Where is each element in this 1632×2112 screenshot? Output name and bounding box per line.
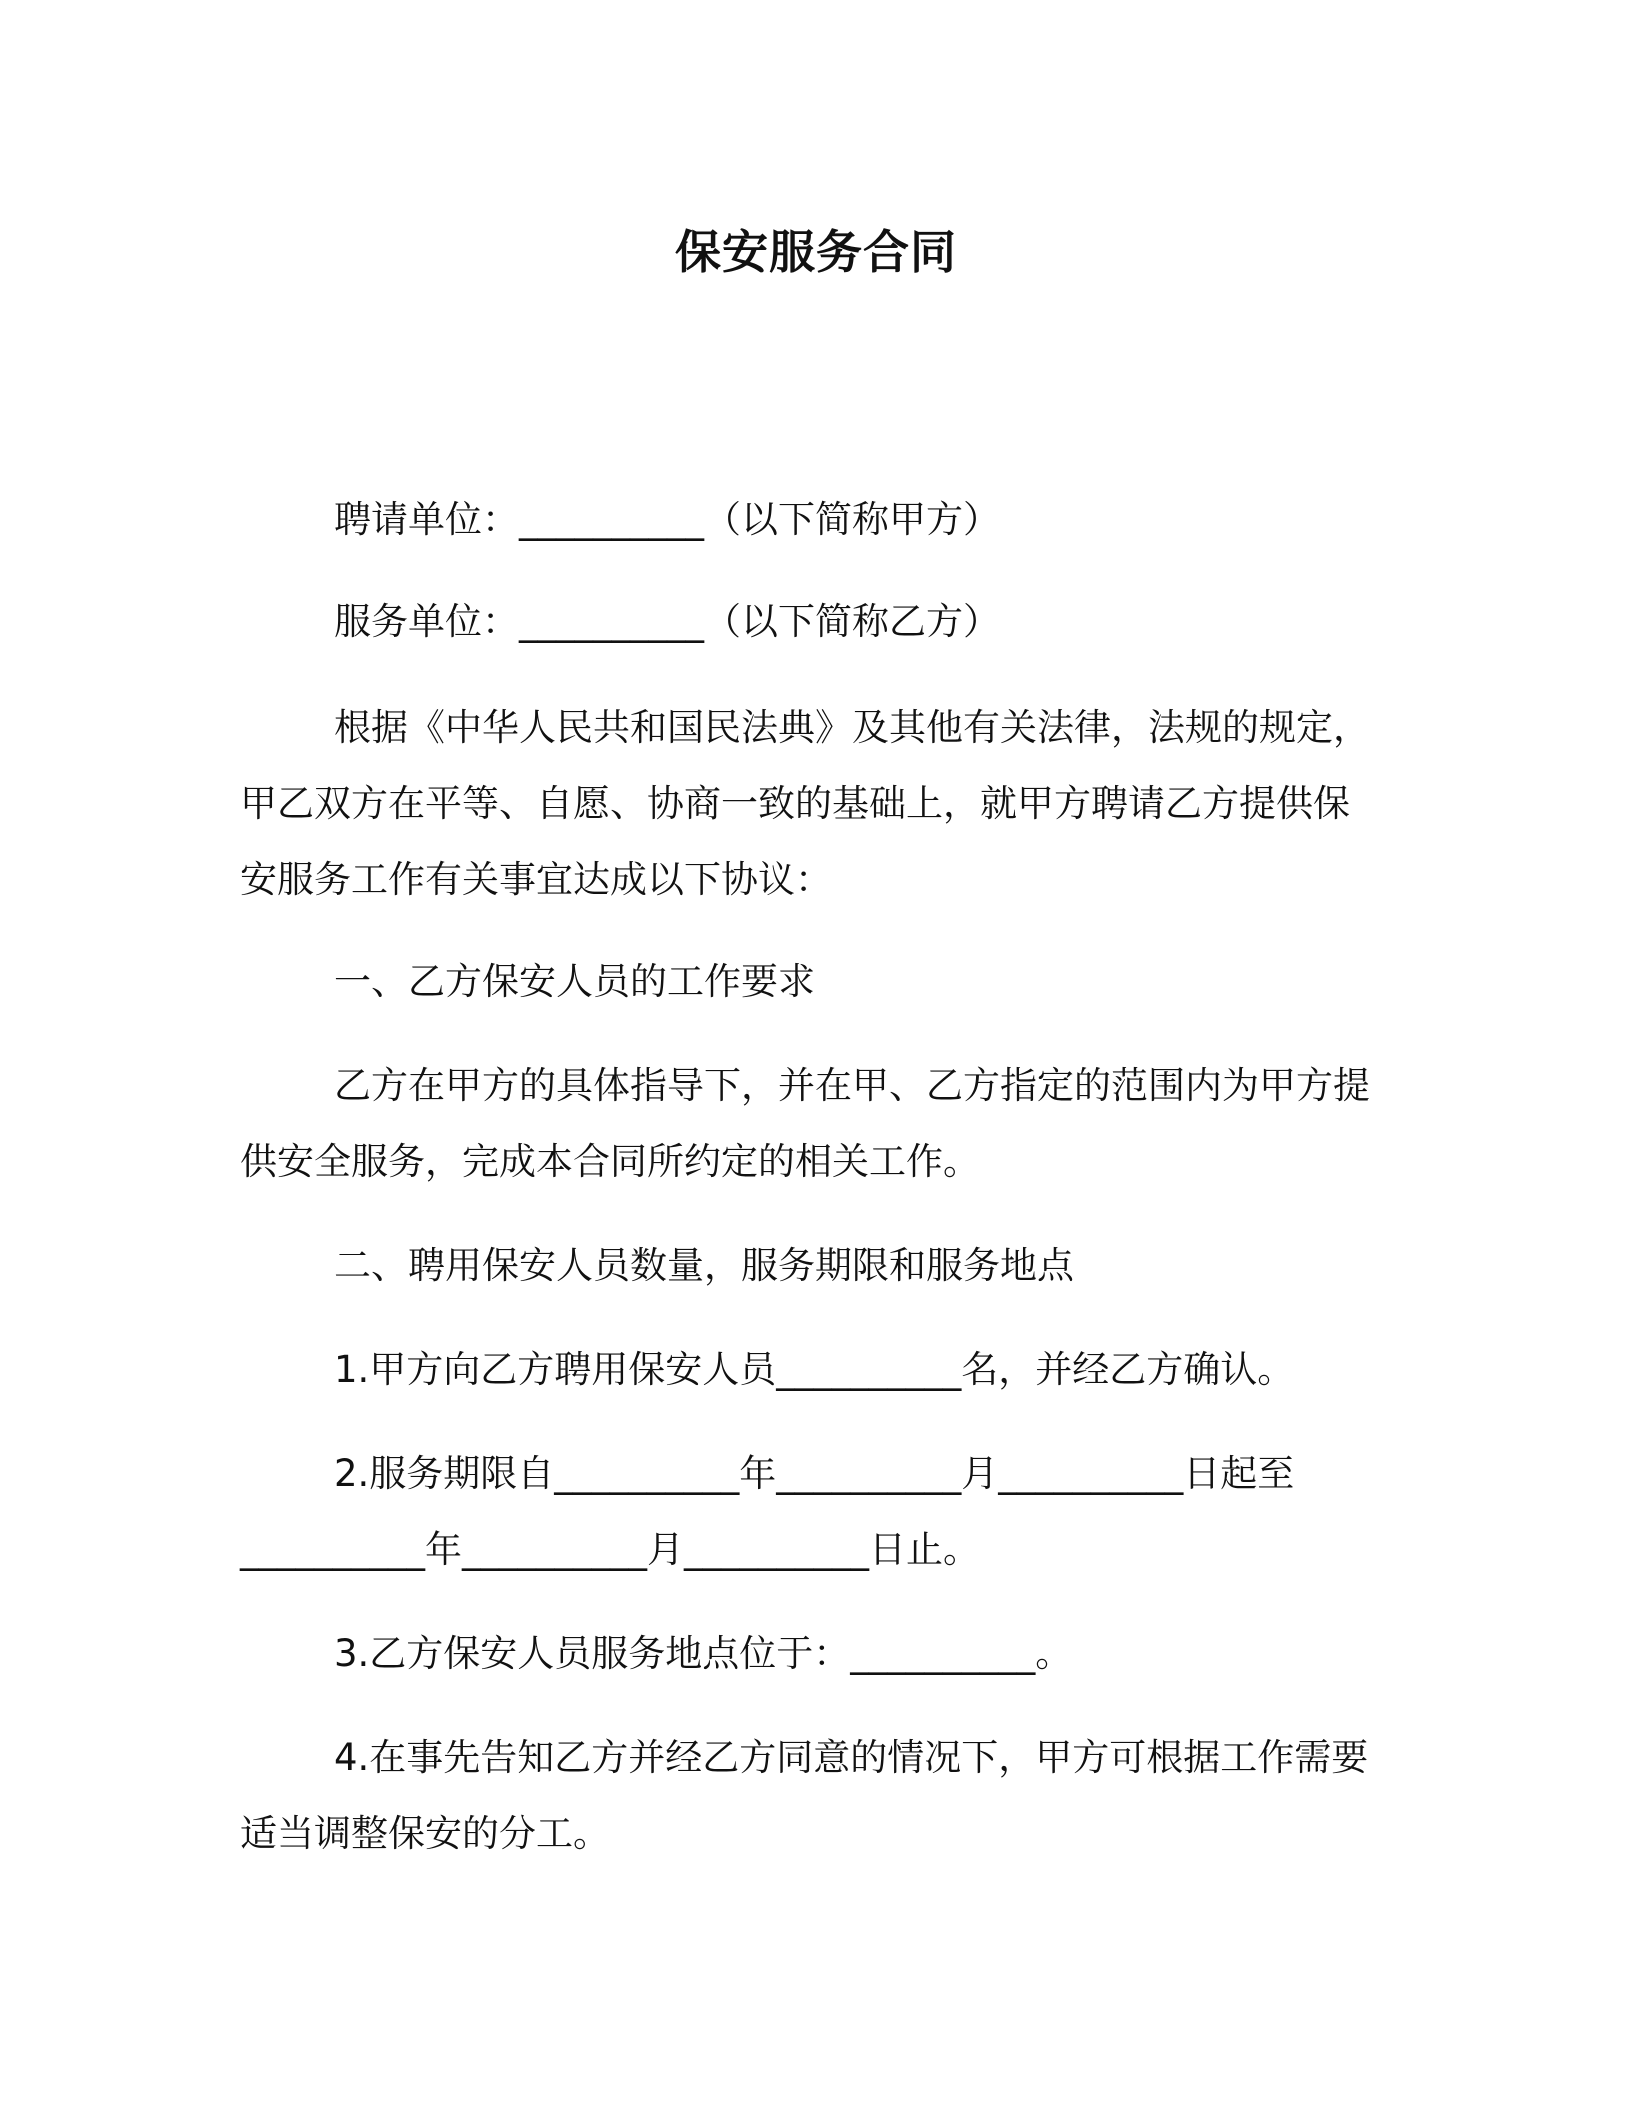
preamble-line-1: 根据《中华人民共和国民法典》及其他有关法律，法规的规定， xyxy=(334,706,1370,749)
service-party-line: 服务单位：__________（以下简称乙方） xyxy=(334,600,1000,643)
clause-4-line-2: 适当调整保安的分工。 xyxy=(240,1812,610,1855)
hiring-party-line: 聘请单位：__________（以下简称甲方） xyxy=(334,498,1000,541)
clause-1: 1.甲方向乙方聘用保安人员__________名，并经乙方确认。 xyxy=(334,1348,1295,1391)
section-1-heading: 一、乙方保安人员的工作要求 xyxy=(334,960,815,1003)
section-1-para-line-2: 供安全服务，完成本合同所约定的相关工作。 xyxy=(240,1140,980,1183)
clause-2-line-1: 2.服务期限自__________年__________月__________日起至 xyxy=(334,1452,1295,1495)
preamble-line-2: 甲乙双方在平等、自愿、协商一致的基础上，就甲方聘请乙方提供保 xyxy=(240,782,1350,825)
document-title: 保安服务合同 xyxy=(675,225,957,279)
section-2-heading: 二、聘用保安人员数量，服务期限和服务地点 xyxy=(334,1244,1074,1287)
clause-4-line-1: 4.在事先告知乙方并经乙方同意的情况下，甲方可根据工作需要 xyxy=(334,1736,1369,1779)
preamble-line-3: 安服务工作有关事宜达成以下协议： xyxy=(240,858,832,901)
clause-3: 3.乙方保安人员服务地点位于：__________。 xyxy=(334,1632,1073,1675)
clause-2-line-2: __________年__________月__________日止。 xyxy=(240,1528,980,1571)
section-1-para-line-1: 乙方在甲方的具体指导下，并在甲、乙方指定的范围内为甲方提 xyxy=(334,1064,1370,1107)
